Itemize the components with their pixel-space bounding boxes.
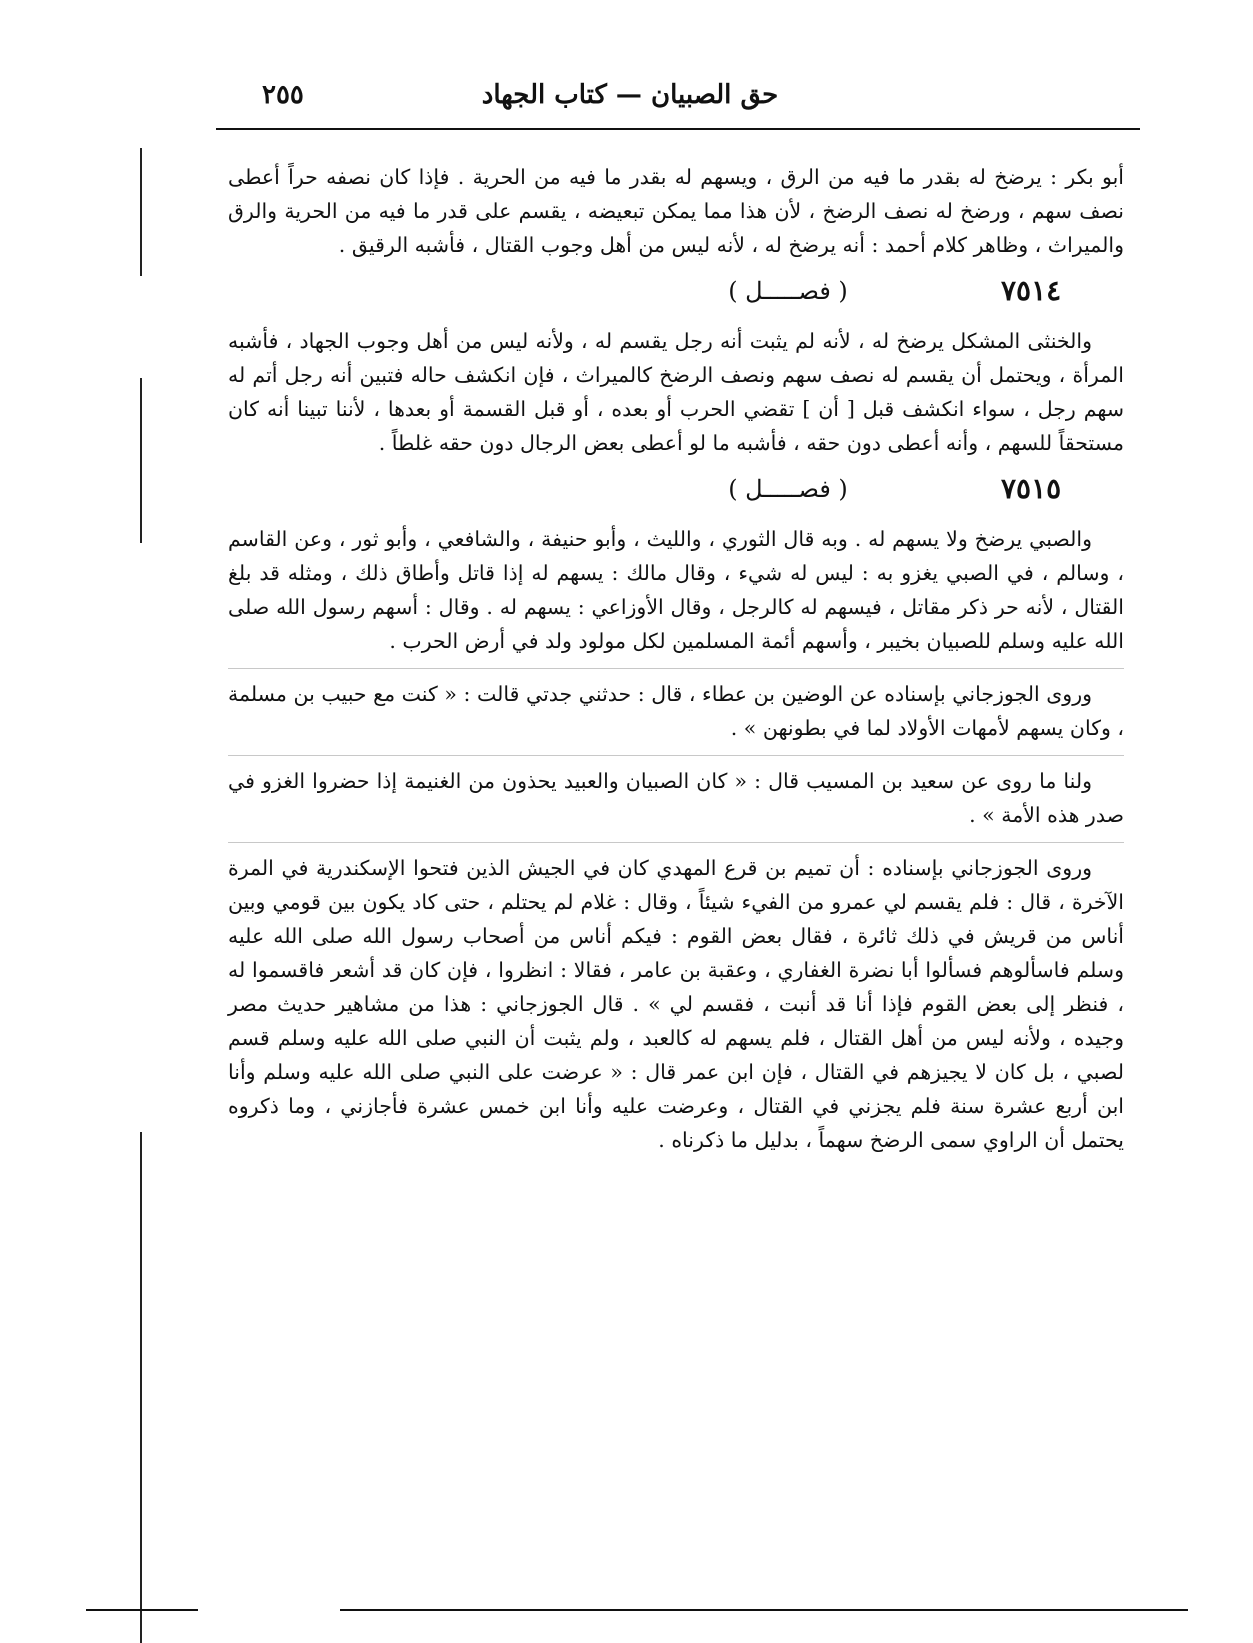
- margin-line: [140, 378, 142, 543]
- margin-line: [140, 148, 142, 276]
- footer-rule: [86, 1609, 198, 1611]
- margin-line: [140, 1132, 142, 1643]
- section-title: ( فصـــــل ): [728, 277, 848, 305]
- paragraph: وروى الجوزجاني بإسناده عن الوضين بن عطاء ، قال : حدثني جدتي قالت : « كنت مع حبيب بن مسلمة ، وكان يسهم لأمهات الأولاد لما في بطونهن » .: [228, 668, 1124, 745]
- paragraph: أبو بكر : يرضخ له بقدر ما فيه من الرق ، ويسهم له بقدر ما فيه من الحرية . فإذا كان نصفه حراً أعطى نصف سهم ، ورضخ له نصف الرضخ ، لأن هذا مما يمكن تبعيضه ، يقسم على قدر ما فيه من الحرية والرق والميراث ، وظاهر كلام أحمد : أنه يرضخ له ، لأنه ليس من أهل وجوب القتال ، فأشبه الرقيق .: [228, 165, 1124, 257]
- section-heading: [228, 270, 1124, 318]
- paragraph: ولنا ما روى عن سعيد بن المسيب قال : « كان الصبيان والعبيد يحذون من الغنيمة إذا حضروا الغزو في صدر هذه الأمة » .: [228, 755, 1124, 832]
- section-number: ٧٥١٤: [1001, 274, 1062, 307]
- page-number: ٢٥٥: [262, 80, 304, 110]
- header-rule: [216, 128, 1140, 130]
- section-title: ( فصـــــل ): [728, 475, 848, 503]
- main-text: [228, 160, 1124, 1163]
- paragraph: والصبي يرضخ ولا يسهم له . وبه قال الثوري ، والليث ، وأبو حنيفة ، والشافعي ، وأبو ثور ، وعن القاسم ، وسالم ، في الصبي يغزو به : ليس له شيء ، وقال مالك : يسهم له إذا قاتل وأطاق ذلك ، ومثله قد بلغ القتال ، لأنه حر ذكر مقاتل ، فيسهم له كالرجل ، وقال الأوزاعي : يسهم له . وقال : أسهم رسول الله صلى الله عليه وسلم للصبيان بخيبر ، وأسهم أئمة المسلمين لكل مولود ولد في أرض الحرب .: [228, 527, 1124, 653]
- paragraph: وروى الجوزجاني بإسناده : أن تميم بن قرع المهدي كان في الجيش الذين فتحوا الإسكندرية في المرة الآخرة ، قال : فلم يقسم لي عمرو من الفيء شيئاً ، وقال : غلام لم يحتلم ، حتى كاد يكون بين قومي وبين أناس من قريش في ذلك ثائرة ، فقال بعض القوم : فيكم أناس من أصحاب رسول الله صلى الله عليه وسلم فاسألوهم فسألوا أبا نضرة الغفاري ، وعقبة بن عامر ، فقالا : انظروا ، فإن كان قد أشعر فاقسموا له ، فنظر إلى بعض القوم فإذا أنا قد أنبت ، فقسم لي » . قال الجوزجاني : هذا من مشاهير حديث مصر وجيده ، ولأنه ليس من أهل القتال ، فلم يسهم له كالعبد ، ولم يثبت أن النبي صلى الله عليه وسلم قسم لصبي ، بل كان لا يجيزهم في القتال ، فإن ابن عمر قال : « عرضت على النبي صلى الله عليه وسلم وأنا ابن أربع عشرة سنة فلم يجزني في القتال ، وعرضت عليه وأنا ابن خمس عشرة فأجازني ، وما ذكروه يحتمل أن الراوي سمى الرضخ سهماً ، بدليل ما ذكرناه .: [228, 842, 1124, 1157]
- paragraph: والخنثى المشكل يرضخ له ، لأنه لم يثبت أنه رجل يقسم له ، ولأنه ليس من أهل وجوب الجهاد ، فأشبه المرأة ، ويحتمل أن يقسم له نصف سهم ونصف الرضخ كالميراث ، فإن انكشف حاله فتبين أنه رجل أتم له سهم رجل ، سواء انكشف قبل [ أن ] تقضي الحرب أو بعده ، أو قبل القسمة أو بعدها ، لأننا تبينا أنه كان مستحقاً للسهم ، وأنه أعطى دون حقه ، فأشبه ما لو أعطى بعض الرجال دون حقه غلطاً .: [228, 329, 1124, 455]
- running-title: حق الصبيان — كتاب الجهاد: [481, 80, 779, 110]
- footer-rule: [340, 1609, 1188, 1611]
- section-number: ٧٥١٥: [1001, 472, 1062, 505]
- section-heading: [228, 468, 1124, 516]
